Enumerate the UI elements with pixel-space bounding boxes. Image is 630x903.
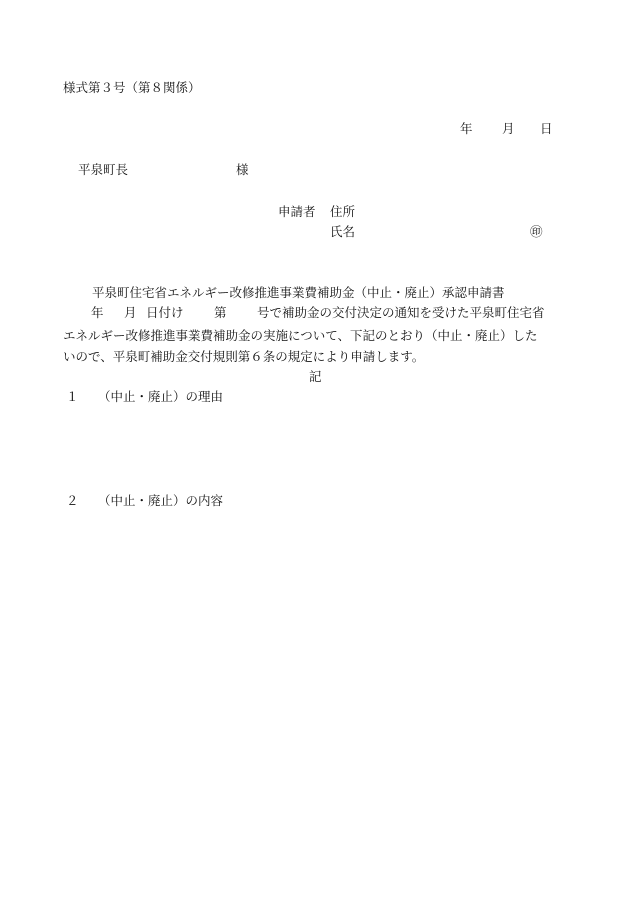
item-text: （中止・廃止）の理由 — [98, 389, 224, 404]
body-month-label: 月 — [124, 305, 137, 320]
body-line-3: いので、平泉町補助金交付規則第６条の規定により申請します。 — [63, 349, 425, 364]
body-line-2: エネルギー改修推進事業費補助金の実施について、下記のとおり（中止・廃止）した — [63, 328, 538, 343]
name-label: 氏名 — [330, 224, 356, 239]
item-number: ２ — [66, 493, 79, 508]
item-text: （中止・廃止）の内容 — [98, 493, 224, 508]
date-month-label: 月 — [502, 121, 515, 136]
applicant-label: 申請者 — [278, 204, 316, 219]
body-line-1-rest: 号で補助金の交付決定の通知を受けた平泉町住宅省 — [257, 305, 545, 320]
seal-mark: ㊞ — [530, 224, 543, 239]
addressee-honorific: 様 — [236, 162, 249, 177]
body-day-label: 日付け — [146, 305, 184, 320]
body-dai-label: 第 — [214, 305, 227, 320]
document-title: 平泉町住宅省エネルギー改修推進事業費補助金（中止・廃止）承認申請書 — [92, 285, 505, 300]
list-item — [66, 389, 223, 405]
list-item — [66, 493, 223, 509]
body-year-label: 年 — [91, 305, 104, 320]
addressee-name: 平泉町長 — [78, 162, 129, 177]
date-year-label: 年 — [460, 121, 473, 136]
date-day-label: 日 — [540, 121, 553, 136]
address-label: 住所 — [330, 204, 356, 219]
item-number: １ — [66, 389, 79, 404]
form-number: 様式第３号（第８関係） — [63, 80, 201, 95]
ki-heading: 記 — [309, 369, 322, 384]
